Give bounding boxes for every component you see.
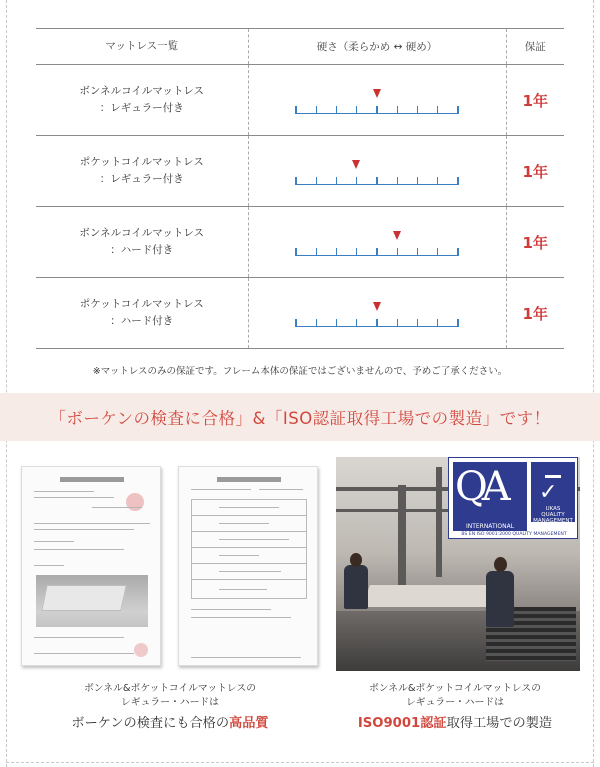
firmness-scale — [296, 238, 458, 256]
firmness-marker-icon — [373, 89, 381, 98]
qa-logo-letters: QA — [455, 464, 505, 510]
certificate-results-table — [191, 499, 307, 599]
test-certificate-document — [21, 466, 161, 666]
scale-tick — [356, 248, 357, 256]
worker-figure — [486, 571, 514, 627]
scale-tick — [457, 177, 458, 185]
qa-international-label: INTERNATIONAL — [453, 522, 527, 531]
mattress-name: ボンネルコイルマットレス — [79, 85, 205, 97]
ukas-badge — [531, 462, 575, 522]
worker-figure — [344, 565, 368, 609]
caption-iso — [320, 682, 590, 731]
caption-headline: ISO9001認証取得工場での製造 — [357, 716, 553, 731]
table-row — [36, 207, 564, 278]
scale-tick — [376, 248, 377, 256]
caption-headline: ボーケンの検査にも合格の高品質 — [71, 716, 269, 731]
mattress-name-cell — [36, 278, 248, 349]
table-row — [36, 136, 564, 207]
scale-tick — [457, 248, 458, 256]
mattress-name: ポケットコイルマットレス — [79, 156, 204, 168]
firmness-scale-cell — [248, 278, 506, 349]
scale-tick — [316, 106, 317, 114]
certificate-title-bar — [217, 477, 281, 482]
scale-tick — [356, 177, 357, 185]
scale-tick — [295, 248, 296, 256]
work-table — [362, 585, 500, 607]
scale-tick — [376, 177, 377, 185]
caption-line: ボンネル&ポケットコイルマットレスの — [368, 683, 542, 694]
scale-tick — [336, 248, 337, 256]
firmness-scale-cell — [248, 207, 506, 278]
mattress-variant: ：ハード付き — [110, 244, 174, 256]
scale-tick — [316, 177, 317, 185]
scale-tick — [376, 319, 377, 327]
firmness-scale-cell — [248, 136, 506, 207]
caption-line: レギュラー・ハードは — [406, 697, 504, 708]
mattress-name-cell — [36, 65, 248, 136]
certificate-seal-icon — [126, 493, 144, 511]
firmness-scale — [296, 167, 458, 185]
scale-tick — [457, 106, 458, 114]
table-header-row — [36, 29, 564, 65]
mattress-variant: ：レギュラー付き — [99, 173, 184, 185]
firmness-marker-icon — [373, 302, 381, 311]
certificate-title-bar — [60, 477, 124, 482]
crown-icon — [545, 466, 561, 478]
scale-tick — [397, 177, 398, 185]
warranty-value: 1年 — [506, 207, 564, 278]
mattress-variant: ：レギュラー付き — [99, 102, 184, 114]
frame-bottom-border — [6, 762, 594, 763]
test-certificate-document-2 — [178, 466, 318, 666]
caption-line: レギュラー・ハードは — [121, 697, 219, 708]
table-row — [36, 65, 564, 136]
header-firmness: 硬さ（柔らかめ ↔ 硬め） — [248, 29, 506, 65]
scale-tick — [417, 177, 418, 185]
scale-tick — [356, 106, 357, 114]
table-row — [36, 278, 564, 349]
scale-tick — [437, 106, 438, 114]
firmness-marker-icon — [352, 160, 360, 169]
scale-tick — [437, 177, 438, 185]
scale-tick — [417, 106, 418, 114]
mattress-name-cell — [36, 207, 248, 278]
firmness-scale-cell — [248, 65, 506, 136]
certification-banner — [0, 393, 600, 441]
header-warranty: 保証 — [506, 29, 564, 65]
frame-right-border — [593, 0, 594, 767]
warranty-value: 1年 — [506, 136, 564, 207]
ukas-sub-label: QUALITY MANAGEMENT — [533, 512, 573, 524]
firmness-scale — [296, 96, 458, 114]
scale-tick — [397, 248, 398, 256]
scale-tick — [356, 319, 357, 327]
warranty-value: 1年 — [506, 65, 564, 136]
scale-tick — [336, 177, 337, 185]
certificate-stamp-icon — [134, 643, 148, 657]
mattress-spec-table — [36, 28, 564, 349]
scale-tick — [295, 319, 296, 327]
scale-tick — [295, 106, 296, 114]
mattress-sample-slab — [41, 585, 127, 611]
mattress-name: ポケットコイルマットレス — [79, 298, 204, 310]
frame-left-border — [6, 0, 7, 767]
scale-tick — [336, 319, 337, 327]
scale-tick — [295, 177, 296, 185]
mattress-name-cell — [36, 136, 248, 207]
caption-line: ボンネル&ポケットコイルマットレスの — [83, 683, 257, 694]
iso-standard-label: BS EN ISO 9001:2000 QUALITY MANAGEMENT — [461, 532, 567, 537]
header-mattress-list: マットレス一覧 — [36, 29, 248, 65]
qa-international-logo — [448, 457, 578, 539]
mattress-variant: ：ハード付き — [110, 315, 174, 327]
caption-highlight: 高品質 — [229, 716, 269, 731]
caption-highlight: ISO9001認証 — [357, 716, 447, 731]
scale-tick — [376, 106, 377, 114]
checkmark-icon: ✓ — [539, 480, 558, 505]
caption-boken — [20, 682, 320, 731]
scale-tick — [457, 319, 458, 327]
scale-tick — [397, 106, 398, 114]
scale-tick — [437, 248, 438, 256]
banner-text: 「ボーケンの検査に合格」&「ISO認証取得工場での製造」です！ — [49, 409, 551, 428]
scale-tick — [316, 319, 317, 327]
firmness-scale — [296, 309, 458, 327]
firmness-marker-icon — [393, 231, 401, 240]
scale-tick — [417, 248, 418, 256]
mattress-name: ボンネルコイルマットレス — [79, 227, 205, 239]
scale-tick — [316, 248, 317, 256]
scale-tick — [336, 106, 337, 114]
scale-tick — [437, 319, 438, 327]
scale-tick — [397, 319, 398, 327]
warranty-note: ※マットレスのみの保証です。フレーム本体の保証ではございませんので、予めご了承ください。 — [92, 366, 508, 377]
scale-tick — [417, 319, 418, 327]
ukas-label: UKAS — [545, 506, 561, 512]
warranty-value: 1年 — [506, 278, 564, 349]
